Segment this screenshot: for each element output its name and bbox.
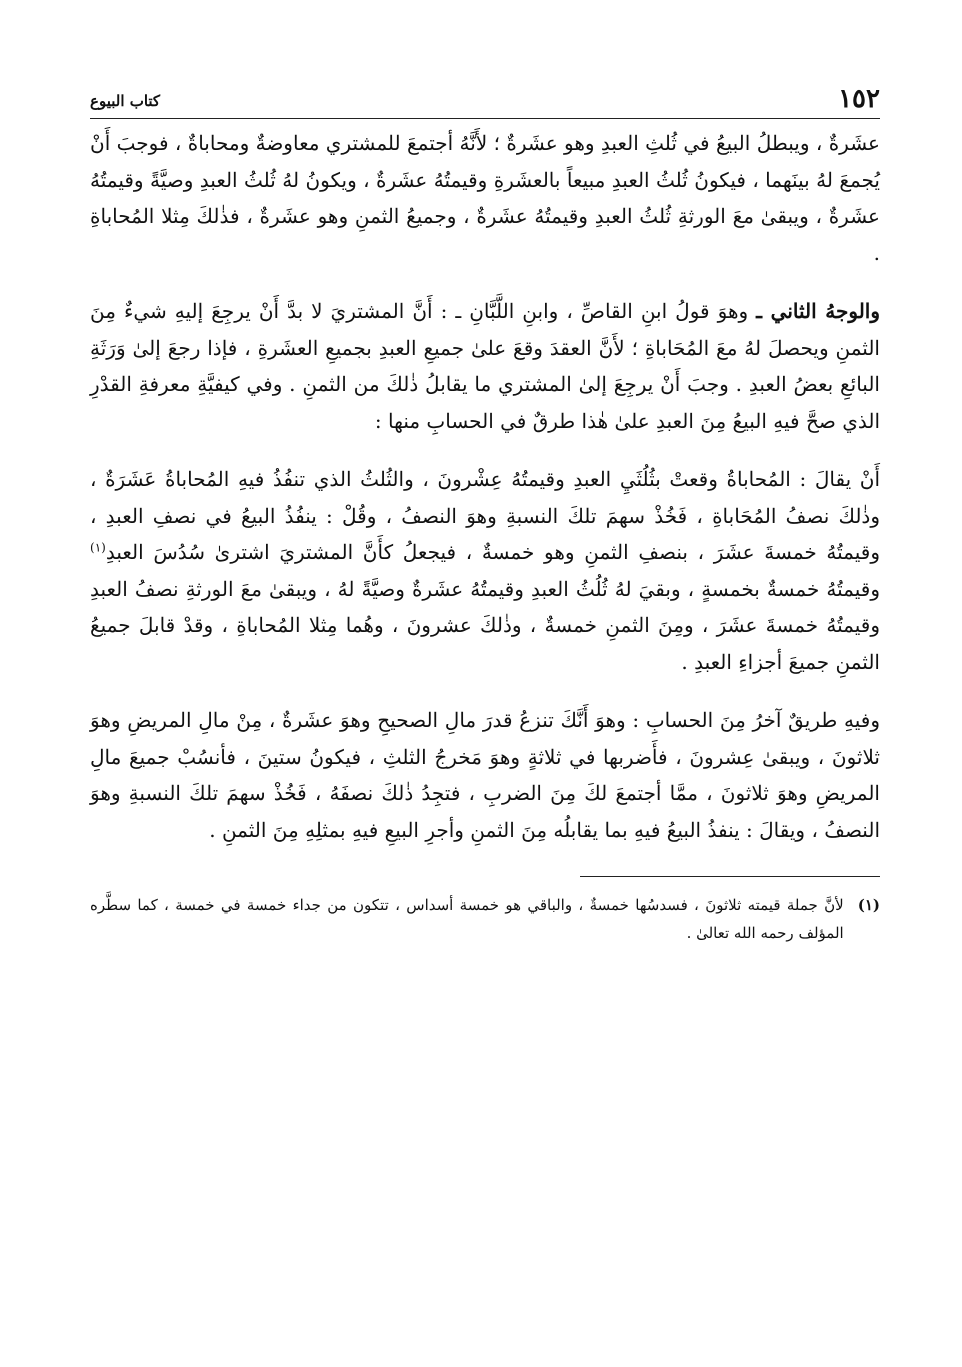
paragraph-3 (90, 461, 880, 680)
body-text (90, 125, 880, 848)
footnote-text: لأنَّ جملة قيمته ثلاثونَ ، فسدسُها خمسةٌ ، والباقي هو خمسة أسداس ، تتكون من جداء خمسة في خمسة ، كما سطَّره المؤلف رحمه الله تعالىٰ . (90, 896, 844, 942)
footnote-number: (١) (857, 896, 880, 914)
footnote (90, 891, 880, 947)
paragraph-3-text-after: وقيمتُهُ خمسةٌ بخمسةٍ ، وبقيَ لهُ ثُلُثُ العبدِ وقيمتُهُ عشَرةٌ وصيَّةً لهُ ، ويبقىٰ معَ الورثةِ نصفُ العبدِ وقيمتُهُ خمسةَ عشَرَ ، ومِنَ الثمنِ خمسةٌ ، وذٰلكَ عشرونَ ، وهُما مِثلا المُحاباةِ ، وقدْ قابلَ جميعُ الثمنِ جميعَ أجزاءِ العبدِ . (90, 576, 880, 674)
paragraph-4-text: وفيهِ طريقٌ آخرُ مِنَ الحسابِ : وهوَ أَنَّكَ تنزعُ قدرَ مالِ الصحيحِ وهوَ عشَرةٌ ، مِنْ مالِ المريضِ وهوَ ثلاثونَ ، ويبقىٰ عِشرونَ ، فأَضربها في ثلاثةٍ وهوَ مَخرجُ الثلثِ ، فيكونُ ستينَ ، فأنسُبْ جميعَ مالِ المريضِ وهوَ ثلاثونَ ، ممَّا أجتمعَ لكَ مِنَ الضربِ ، فتجِدُ ذٰلكَ نصفَهُ ، فَخُذْ سهمَ تلكَ النسبةِ وهوَ النصفُ ، ويقالَ : ينفذُ البيعُ فيهِ بما يقابلُه مِنَ الثمنِ وأجرِ البيعِ فيهِ بمثلِهِ مِنَ الثمنِ . (90, 708, 880, 842)
paragraph-1-text: عشَرةٌ ، ويبطلُ البيعُ في ثُلثِ العبدِ وهو عشَرةٌ ؛ لأَنَّهُ أجتمعَ للمشتري معاوضةٌ ومحاباةٌ ، فوجبَ أَنْ يُجمعَ لهُ بينَهما ، فيكونُ ثُلثُ العبدِ مبيعاً بالعشَرةِ وقيمتُهُ عشَرةٌ ، ويكونُ لهُ ثُلثُ العبدِ وصيَّةً وقيمتُهُ عشَرةٌ ، ويبقىٰ معَ الورثةِ ثُلثُ العبدِ وقيمتُهُ عشَرةٌ ، وجميعُ الثمنِ وهو عشَرةٌ ، فذٰلكَ مِثلا المُحاباةِ . (90, 131, 880, 265)
running-header (90, 78, 880, 119)
book-page (90, 78, 880, 1308)
book-title: كتاب البيوع (90, 92, 161, 110)
paragraph-2-text: وهوَ قولُ ابنِ القاصِّ ، وابنِ اللَّبَّانِ ـ : أَنَّ المشتريَ لا بدَّ أَنْ يرجِعَ إليهِ شيءٌ مِنَ الثمنِ ويحصلَ لهُ معَ المُحَاباةِ ؛ لأَنَّ العقدَ وقعَ علىٰ جميعِ العبدِ بجميعِ العشَرةِ ، فإذا رجعَ إلىٰ وَرَثَةِ البائعِ بعضُ العبدِ . وجبَ أَنْ يرجِعَ إلىٰ المشتري ما يقابلُ ذٰلكَ من الثمنِ . وفي كيفيَّةِ معرفةِ القدْرِ الذي صحَّ فيهِ البيعُ مِنَ العبدِ علىٰ هٰذا طرقٌ في الحسابِ منها : (90, 299, 880, 433)
paragraph-4 (90, 702, 880, 848)
footnote-divider (580, 876, 880, 877)
section-heading-second-view: والوجهُ الثاني ـ (756, 299, 880, 323)
paragraph-3-text-before: أَنْ يقالَ : المُحاباةُ وقعتْ بثُلُثَيِ العبدِ وقيمتُهُ عِشْرونَ ، والثُلثُ الذي تنفُذُ فيهِ المُحاباةُ عَشَرَةٌ ، وذٰلكَ نصفُ المُحَاباةِ ، فَخُذْ سهمَ تلكَ النسبةِ وهوَ النصفُ ، وقُلْ : ينفُذُ البيعُ في نصفِ العبدِ ، وقيمتُهُ خمسةَ عشَرَ ، بنصفِ الثمنِ وهو خمسةٌ ، فيجعلُ كأَنَّ المشتريَ اشترىٰ سُدُسَ العبدِ (90, 467, 880, 564)
page-number: ١٥٢ (838, 84, 880, 114)
paragraph-2 (90, 293, 880, 439)
footnote-marker[interactable]: (١) (90, 540, 106, 555)
paragraph-1 (90, 125, 880, 271)
